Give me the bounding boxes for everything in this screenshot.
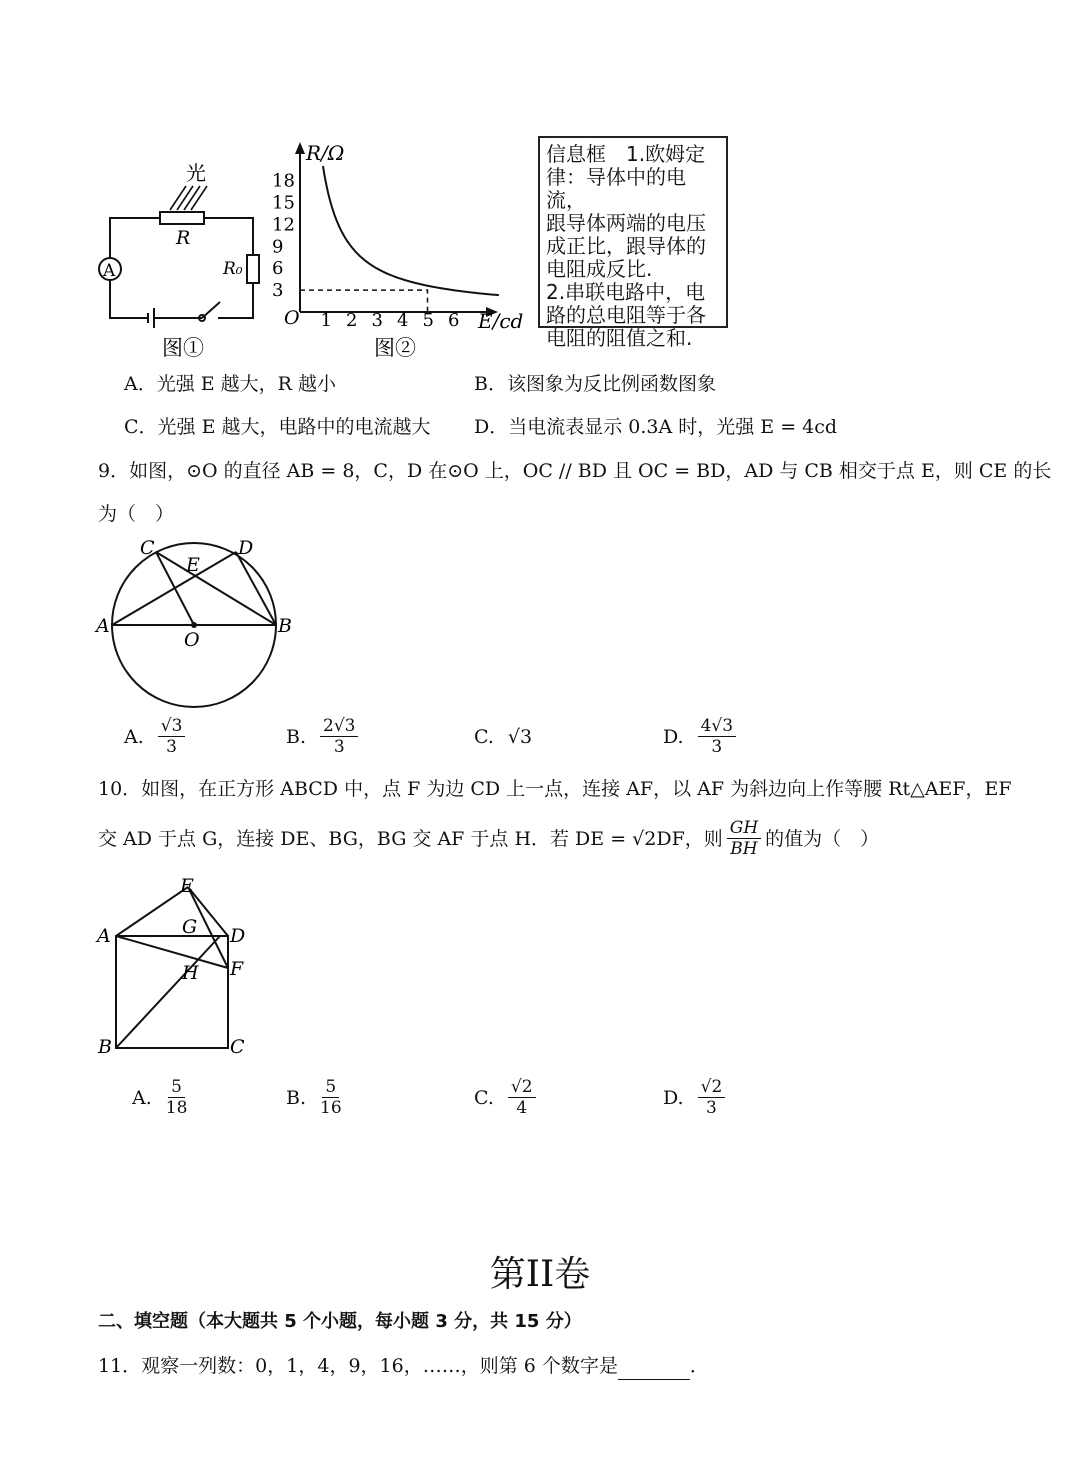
fraction (727, 818, 761, 859)
q10-stem-text: 交 AD 于点 G，连接 DE、BG，BG 交 AF 于点 H．若 DE = √2DF，则 (98, 827, 723, 850)
y-tick-label: 12 (272, 214, 295, 236)
option-letter: A. (132, 1086, 152, 1109)
x-tick-label: 6 (448, 310, 460, 331)
center-point (191, 622, 197, 628)
info-line: 跟导体两端的电压 (546, 211, 706, 235)
light-arrows-icon (170, 186, 207, 210)
fig2-caption: 图② (374, 336, 416, 360)
option-letter: A. (124, 725, 144, 748)
light-label: 光 (186, 161, 206, 185)
q8-option-d[interactable]: D．当电流表显示 0.3A 时，光强 E = 4cd (474, 416, 838, 438)
q10-stem-line1: 10．如图，在正方形 ABCD 中，点 F 为边 CD 上一点，连接 AF，以 AF 为斜边向上作等腰 Rt△AEF，EF (98, 778, 1012, 800)
q9-option-a[interactable] (124, 716, 185, 757)
denominator: 3 (333, 737, 345, 757)
option-letter: B. (286, 725, 307, 748)
point-label: C (230, 1036, 245, 1057)
circle-figure (90, 535, 305, 710)
q10-stem-line2 (98, 818, 879, 859)
option-letter: C. (474, 1086, 494, 1109)
q9-stem-line2: 为（ ） (98, 503, 175, 525)
option-value: √3 (507, 726, 533, 748)
curve-line (323, 166, 499, 295)
q11-stem (98, 1352, 709, 1380)
q9-option-d[interactable] (663, 716, 736, 757)
fraction (166, 1077, 188, 1118)
switch-icon (199, 302, 220, 321)
y-tick-label: 3 (272, 280, 284, 302)
q11-text: 11．观察一列数：0，1，4，9，16，……，则第 6 个数字是 (98, 1355, 618, 1377)
option-letter: D. (663, 1086, 684, 1109)
q10-option-d[interactable] (663, 1077, 725, 1118)
q9-stem-line1: 9．如图，⊙O 的直径 AB = 8，C，D 在⊙O 上，OC // BD 且 OC = BD，AD 与 CB 相交于点 E，则 CE 的长 (98, 460, 1052, 482)
point-label: B (278, 615, 292, 637)
fraction (320, 716, 358, 757)
circuit-diagram (90, 150, 280, 365)
q10-option-c[interactable] (474, 1077, 536, 1118)
square-figure (92, 872, 257, 1057)
point-label: D (238, 537, 254, 559)
denominator: 16 (320, 1098, 342, 1118)
resistance-light-chart (270, 140, 530, 365)
point-label: H (182, 962, 199, 984)
info-line: 信息框 1.欧姆定 (546, 142, 706, 166)
denominator: BH (730, 839, 758, 859)
point-label: G (182, 916, 198, 938)
numerator: √2 (508, 1077, 536, 1098)
q10-option-b[interactable] (286, 1077, 342, 1118)
fraction (320, 1077, 342, 1118)
q8-option-c[interactable]: C．光强 E 越大，电路中的电流越大 (124, 416, 431, 438)
numerator: 5 (322, 1077, 339, 1098)
x-tick-label: 5 (422, 310, 434, 331)
y-tick-label: 9 (272, 236, 284, 258)
resistor-r (160, 212, 204, 224)
answer-blank[interactable] (618, 1361, 690, 1380)
info-line: 2.串联电路中，电 (546, 280, 706, 304)
q9-option-c[interactable] (474, 726, 532, 748)
fraction (698, 716, 736, 757)
numerator: 4√3 (698, 716, 736, 737)
info-line: 路的总电阻等于各 (546, 303, 706, 327)
point-label: B (98, 1036, 112, 1057)
point-label: D (230, 925, 246, 947)
q10-stem-text: 的值为（ ） (765, 827, 880, 850)
denominator: 4 (516, 1098, 528, 1118)
x-tick-label: 2 (346, 310, 358, 331)
r0-label: R₀ (223, 259, 243, 279)
option-letter: B. (286, 1086, 307, 1109)
info-line: 电阻的阻值之和. (546, 326, 693, 350)
point-label: A (97, 925, 111, 947)
y-tick-label: 6 (272, 258, 284, 280)
y-axis-label: R/Ω (306, 141, 345, 165)
point-label: F (230, 958, 244, 980)
x-tick-label: 1 (320, 310, 332, 331)
origin-label: O (284, 307, 300, 329)
fraction (158, 716, 186, 757)
q9-option-b[interactable] (286, 716, 358, 757)
info-line: 成正比，跟导体的 (546, 234, 706, 258)
point-label: A (96, 615, 110, 637)
fig1-caption: 图① (162, 336, 204, 360)
r-label: R (176, 227, 191, 249)
battery-icon (148, 308, 154, 328)
fraction (698, 1077, 726, 1118)
y-axis-arrow-icon (295, 142, 305, 154)
point-label: O (184, 629, 200, 651)
section-heading: 二、填空题（本大题共 5 个小题，每小题 3 分，共 15 分） (98, 1311, 582, 1332)
part-title: 第II卷 (489, 1254, 591, 1295)
x-tick-label: 4 (397, 310, 409, 331)
q8-option-b[interactable]: B．该图象为反比例函数图象 (474, 373, 716, 395)
option-letter: D. (663, 725, 684, 748)
denominator: 18 (165, 1098, 188, 1118)
denominator: 3 (166, 737, 177, 757)
numerator: 2√3 (320, 716, 358, 737)
q10-option-a[interactable] (132, 1077, 187, 1118)
dashed-guide (300, 290, 428, 312)
denominator: 3 (711, 737, 723, 757)
numerator: GH (727, 818, 761, 839)
y-tick-label: 18 (272, 170, 295, 192)
numerator: √3 (158, 716, 186, 737)
ammeter-label: A (103, 261, 116, 281)
option-letter: C. (474, 726, 494, 748)
info-line: 律：导体中的电流， (546, 165, 686, 212)
y-tick-label: 15 (272, 192, 295, 214)
q8-option-a[interactable]: A．光强 E 越大，R 越小 (124, 373, 337, 395)
fraction (508, 1077, 536, 1118)
point-label: E (180, 875, 194, 897)
info-box (538, 136, 728, 350)
info-line: 电阻成反比. (546, 257, 653, 281)
numerator: √2 (698, 1077, 726, 1098)
resistor-r0 (247, 255, 259, 283)
x-tick-label: 3 (371, 310, 383, 331)
numerator: 5 (168, 1077, 185, 1098)
q11-end: ． (689, 1355, 709, 1377)
denominator: 3 (706, 1098, 717, 1118)
x-axis-label: E/cd (478, 309, 524, 333)
point-label: E (186, 554, 200, 576)
point-label: C (140, 537, 155, 559)
